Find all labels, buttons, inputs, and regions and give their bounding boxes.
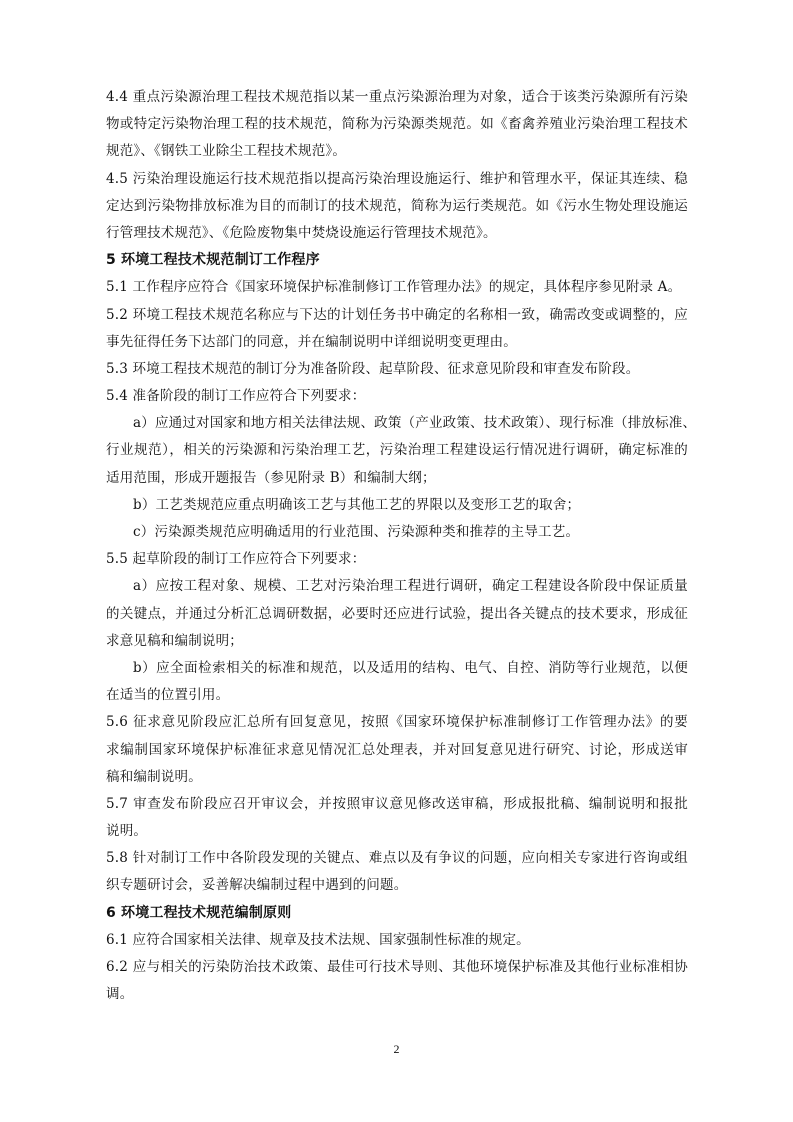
section-heading: 5 环境工程技术规范制订工作程序	[106, 252, 320, 269]
text-line: b）应全面检索相关的标准和规范，以及适用的结构、电气、自控、消防等行业规范，以便	[133, 659, 688, 676]
text-line: 适用范围，形成开题报告（参见附录 B）和编制大纲；	[106, 469, 436, 486]
text-line: 稿和编制说明。	[106, 768, 202, 785]
text-line: 5.4 准备阶段的制订工作应符合下列要求：	[106, 388, 366, 405]
text-line: 定达到污染物排放标准为目的而制订的技术规范，简称为运行类规范。如《污水生物处理设施运	[106, 197, 688, 214]
text-line: 5.5 起草阶段的制订工作应符合下列要求：	[106, 551, 366, 568]
text-line: 求意见稿和编制说明；	[106, 632, 243, 649]
section-heading: 6 环境工程技术规范编制原则	[106, 904, 292, 921]
text-line: 4.5 污染治理设施运行技术规范指以提高污染治理设施运行、维护和管理水平，保证其连续、稳	[106, 170, 688, 187]
text-line: a）应通过对国家和地方相关法律法规、政策（产业政策、技术政策）、现行标准（排放标准、	[133, 415, 697, 432]
text-line: 5.3 环境工程技术规范的制订分为准备阶段、起草阶段、征求意见阶段和审查发布阶段。	[106, 360, 640, 377]
text-line: 5.6 征求意见阶段应汇总所有回复意见，按照《国家环境保护标准制修订工作管理办法》的要	[106, 714, 688, 731]
text-line: 行业规范），相关的污染源和污染治理工艺，污染治理工程建设运行情况进行调研，确定标准的	[106, 442, 688, 459]
text-line: 说明。	[106, 823, 148, 840]
text-line: 物或特定污染物治理工程的技术规范，简称为污染源类规范。如《畜禽养殖业污染治理工程技术	[106, 116, 688, 133]
text-line: 5.2 环境工程技术规范名称应与下达的计划任务书中确定的名称相一致，确需改变或调整的，应	[106, 306, 688, 323]
text-line: c）污染源类规范应明确适用的行业范围、污染源种类和推荐的主导工艺。	[133, 524, 580, 540]
text-line: 事先征得任务下达部门的同意，并在编制说明中详细说明变更理由。	[106, 333, 517, 350]
text-line: 6.1 应符合国家相关法律、规章及技术法规、国家强制性标准的规定。	[106, 931, 530, 948]
text-line: 5.1 工作程序应符合《国家环境保护标准制修订工作管理办法》的规定，具体程序参见附录 A。	[106, 279, 682, 296]
text-line: 4.4 重点污染源治理工程技术规范指以某一重点污染源治理为对象，适合于该类污染源所有污染	[106, 89, 688, 105]
text-line: 6.2 应与相关的污染防治技术政策、最佳可行技术导则、其他环境保护标准及其他行业标准相协	[106, 959, 688, 975]
page-number: 2	[393, 1042, 400, 1056]
text-line: 求编制国家环境保护标准征求意见情况汇总处理表，并对回复意见进行研究、讨论，形成送审	[106, 741, 688, 758]
text-line: 在适当的位置引用。	[106, 687, 230, 704]
text-line: 5.8 针对制订工作中各阶段发现的关键点、难点以及有争议的问题，应向相关专家进行咨询或组	[106, 850, 688, 867]
text-line: 织专题研讨会，妥善解决编制过程中遇到的问题。	[106, 877, 408, 894]
text-line: 5.7 审查发布阶段应召开审议会，并按照审议意见修改送审稿，形成报批稿、编制说明和报批	[106, 795, 688, 812]
text-line: 调。	[106, 986, 134, 1003]
document-page	[106, 84, 697, 1008]
text-line: 行管理技术规范》、《危险废物集中焚烧设施运行管理技术规范》。	[106, 224, 497, 241]
text-line: 的关键点，并通过分析汇总调研数据，必要时还应进行试验，提出各关键点的技术要求，形成征	[106, 605, 688, 622]
text-line: a）应按工程对象、规模、工艺对污染治理工程进行调研，确定工程建设各阶段中保证质量	[133, 578, 688, 595]
text-line: b）工艺类规范应重点明确该工艺与其他工艺的界限以及变形工艺的取舍；	[133, 496, 581, 513]
text-line: 规范》、《钢铁工业除尘工程技术规范》。	[106, 143, 347, 160]
